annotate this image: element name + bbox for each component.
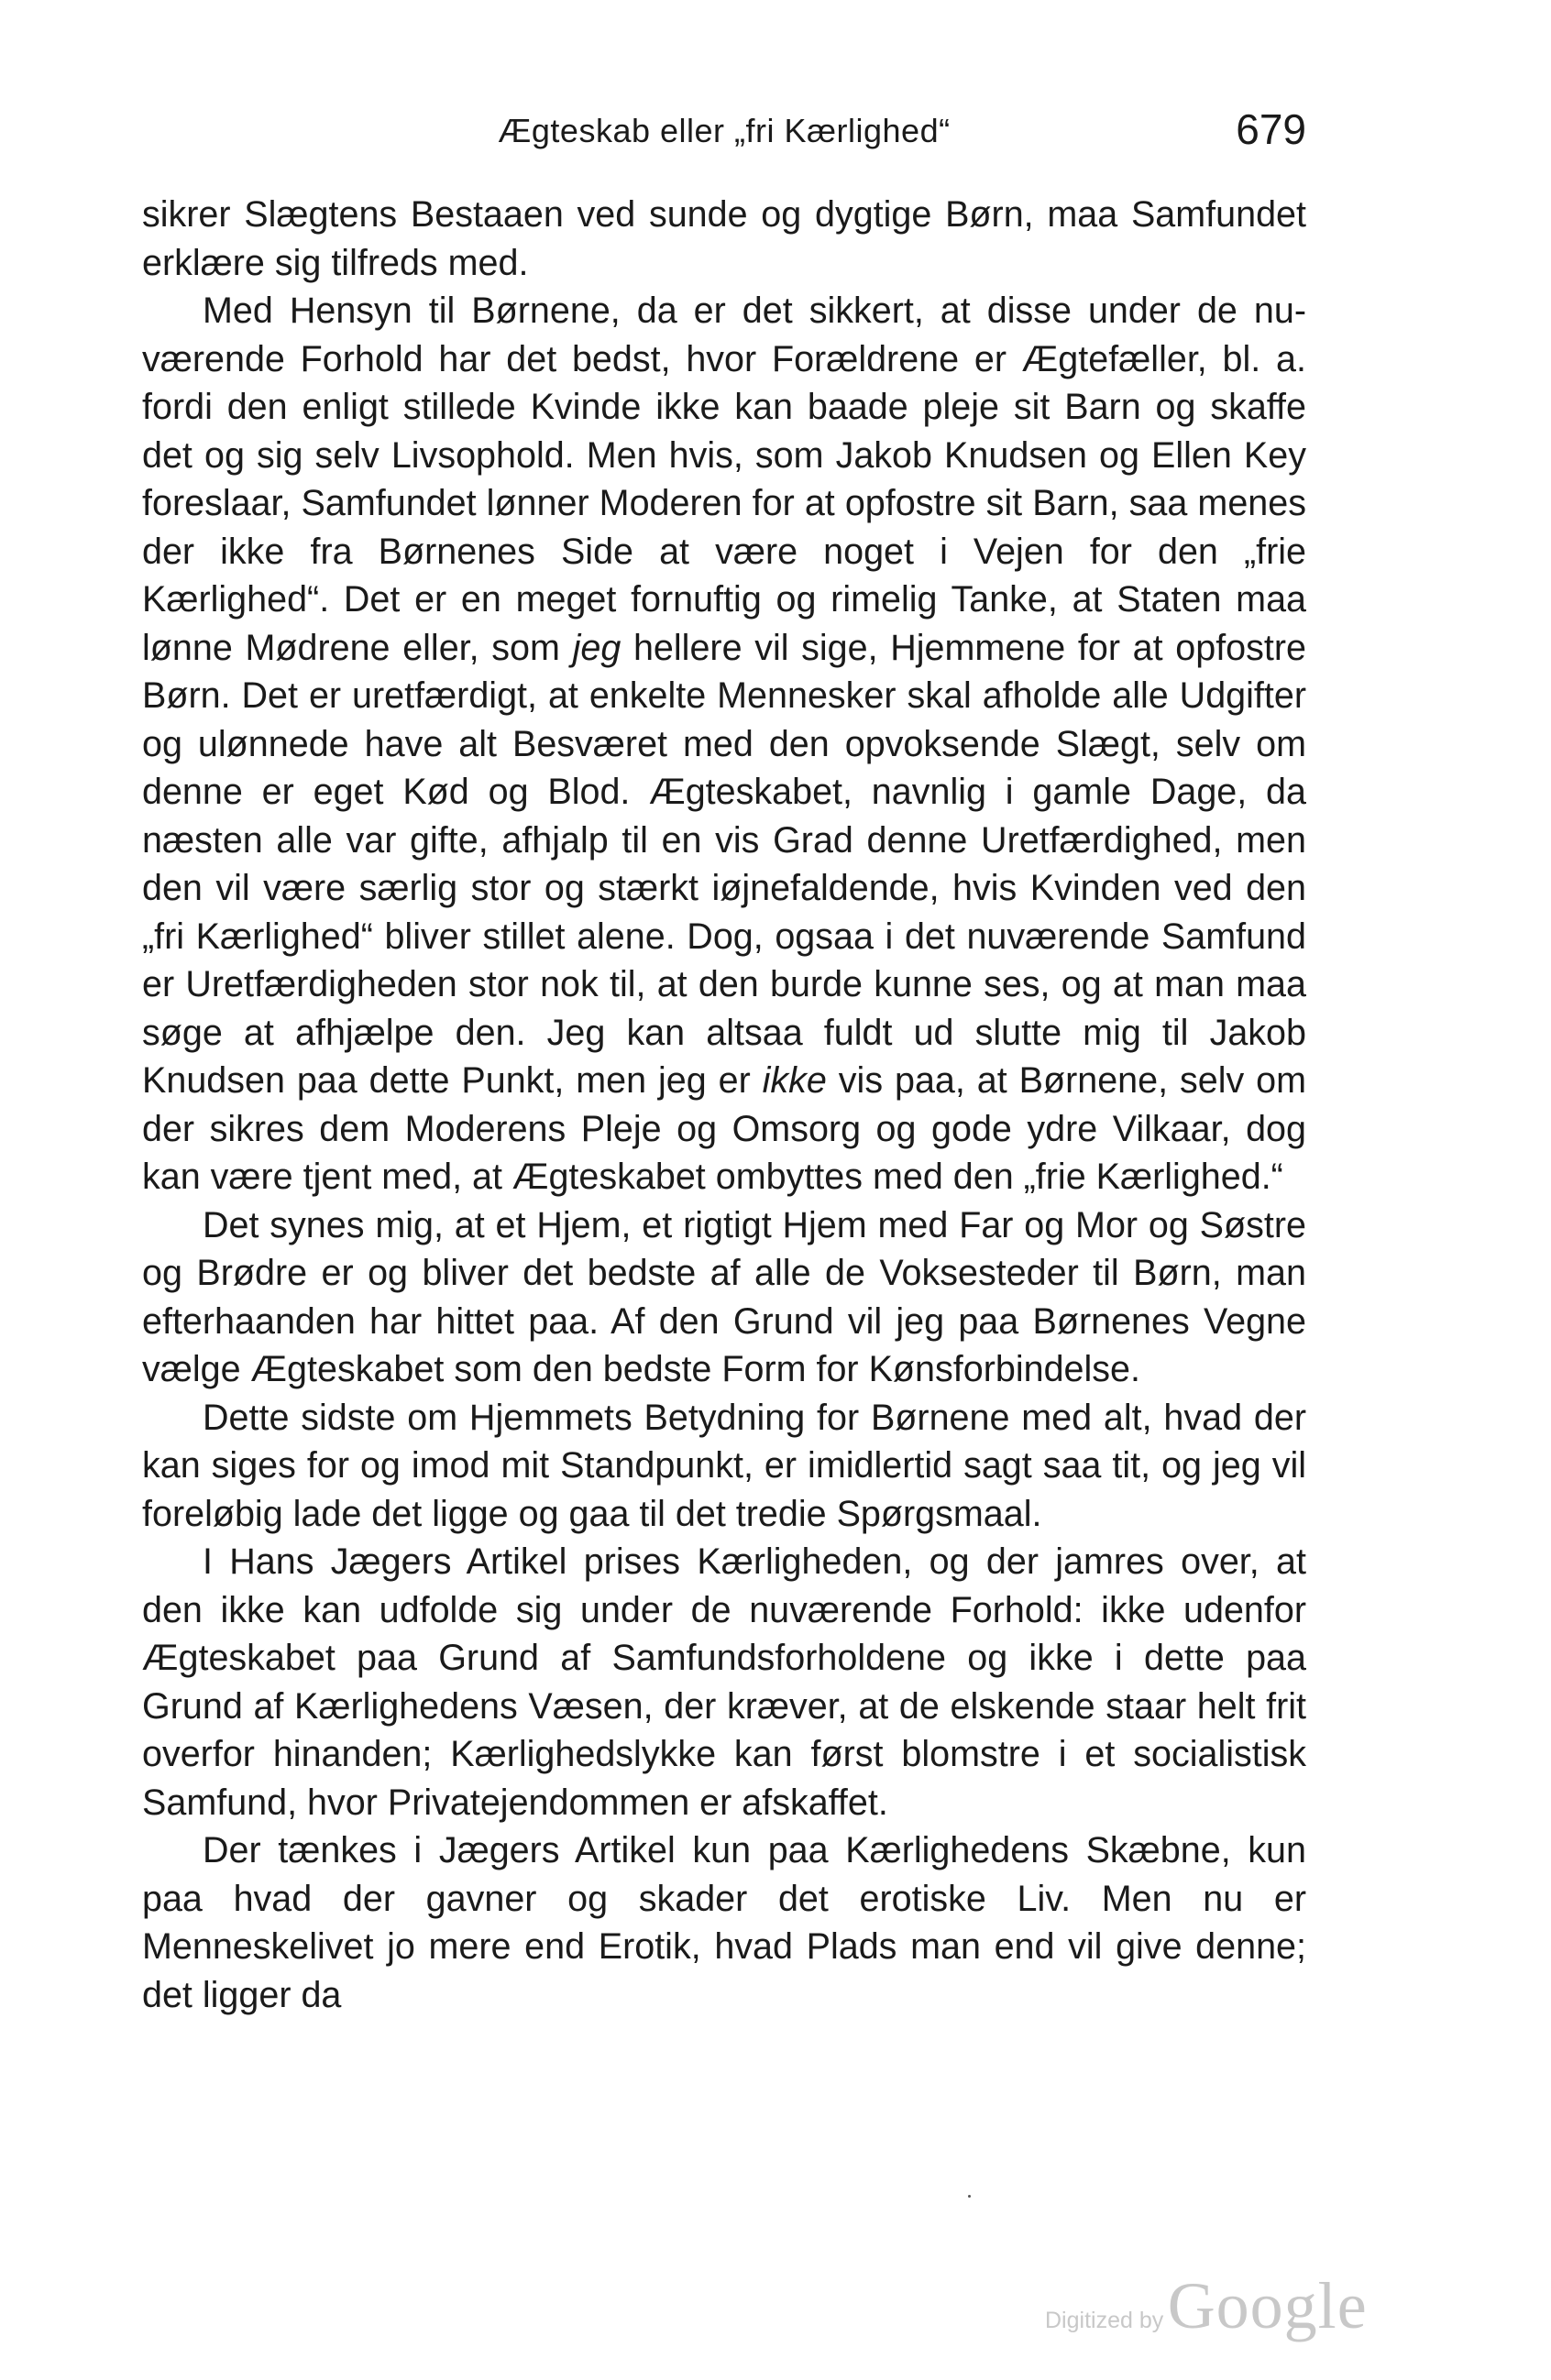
paragraph	[142, 1394, 1306, 1539]
running-title: Ægteskab eller „fri Kærlighed“	[498, 112, 951, 149]
paragraph	[142, 1538, 1306, 1826]
paragraph-text: vis paa, at Børnene, selv om der sikres dem Moderens Pleje og Omsorg og gode ydre Vilkaar, dog kan være tjent med, at Ægteskabet ombyttes med den „frie Kærlighed.“	[142, 1060, 1306, 1197]
paragraph	[142, 1201, 1306, 1394]
watermark-prefix: Digitized by	[1045, 2308, 1164, 2333]
watermark-brand: Google	[1167, 2269, 1368, 2342]
paragraph-text: sikrer Slægtens Bestaaen ved sunde og dygtige Børn, maa Samfundet erklære sig tilfreds med.	[142, 194, 1306, 283]
paragraph-text: Det synes mig, at et Hjem, et rigtigt Hjem med Far og Mor og Søstre og Brødre er og bliver det bedste af alle de Voksesteder til Børn, man efterhaanden har hittet paa. Af den Grund vil jeg paa Børnenes Vegne vælge Ægteskabet som den bedste Form for Kønsforbindelse.	[142, 1204, 1306, 1389]
paragraph-text: I Hans Jægers Artikel prises Kærligheden, og der jamres over, at den ikke kan udfolde sig under de nuværende Forhold: ikke udenfor Ægteskabet paa Grund af Samfundsforholdene og ikke i dette paa Grund af Kærlighedens Væsen, der kræver, at de elskende staar helt frit overfor hinanden; Kærlighedslykke kan først blomstre i et socialistisk Samfund, hvor Privatejendommen er afskaffet.	[142, 1541, 1306, 1823]
digitized-watermark	[1045, 2268, 1368, 2344]
paragraph	[142, 287, 1306, 1201]
emphasis-text: ikke	[762, 1060, 827, 1101]
paragraph-text: Med Hensyn til Børnene, da er det sikkert, at disse under de nuværende Forhold har det bedst, hvor Forældrene er Ægtefæller, bl. a. fordi den enligt stillede Kvinde ikke kan baade pleje sit Barn og skaffe det og sig selv Livsophold. Men hvis, som Jakob Knudsen og Ellen Key foreslaar, Samfundet lønner Moderen for at opfostre sit Barn, saa menes der ikke fra Børnenes Side at være noget i Vejen for den „frie Kærlighed“. Det er en meget fornuftig og rimelig Tanke, at Staten maa lønne Mødrene eller, som	[142, 291, 1306, 668]
paragraph-text: Dette sidste om Hjemmets Betydning for Børnene med alt, hvad der kan siges for og imod mit Standpunkt, er imidlertid sagt saa tit, og jeg vil foreløbig lade det ligge og gaa til det tredie Spørgsmaal.	[142, 1397, 1306, 1534]
paragraph-text: hellere vil sige, Hjemmene for at opfostre Børn. Det er uretfærdigt, at enkelte Mennesker skal afholde alle Udgifter og ulønnede have alt Besværet med den opvoksende Slægt, selv om denne er eget Kød og Blod. Ægteskabet, navnlig i gamle Dage, da næsten alle var gifte, afhjalp til en vis Grad denne Uretfærdighed, men den vil være særlig stor og stærkt iøjnefaldende, hvis Kvinden ved den „fri Kærlighed“ bliver stillet alene. Dog, ogsaa i det nuværende Samfund er Uretfærdigheden stor nok til, at den burde kunne ses, og at man maa søge at afhjælpe den. Jeg kan altsaa fuldt ud slutte mig til Jakob Knudsen paa dette Punkt, men jeg er	[142, 627, 1306, 1101]
body-text	[142, 191, 1306, 2019]
paragraph-text: Der tænkes i Jægers Artikel kun paa Kærlighedens Skæbne, kun paa hvad der gavner og skader det erotiske Liv. Men nu er Menneskelivet jo mere end Erotik, hvad Plads man end vil give denne; det ligger da	[142, 1830, 1306, 2015]
scan-speck	[968, 2195, 971, 2198]
paragraph	[142, 191, 1306, 287]
page-number: 679	[1236, 105, 1306, 153]
paragraph	[142, 1826, 1306, 2019]
emphasis-text: jeg	[572, 627, 622, 668]
page-header	[142, 105, 1306, 163]
